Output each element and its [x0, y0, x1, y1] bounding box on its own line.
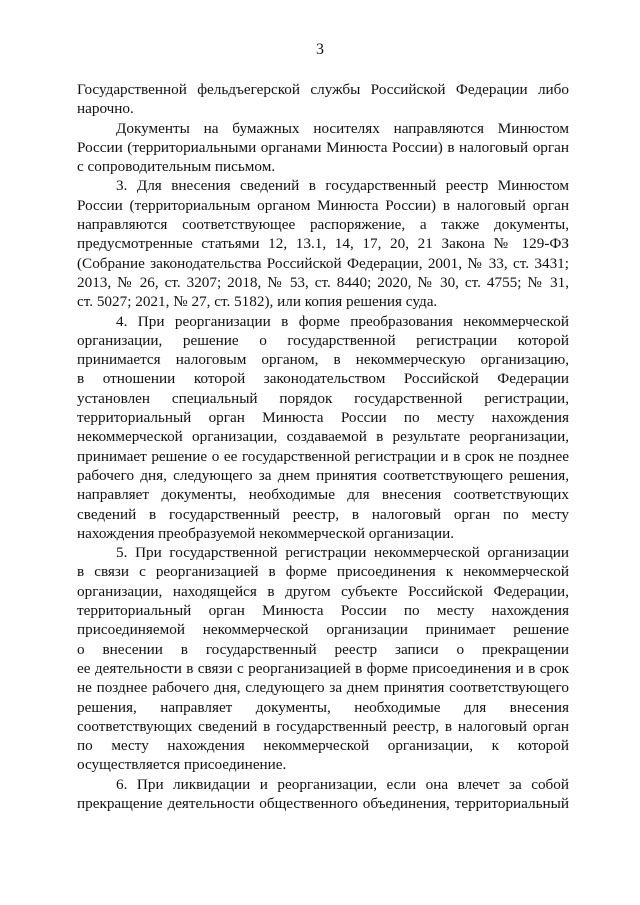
text-line: некоммерческой организации, создаваемой в результате реорганизации,: [77, 428, 569, 446]
document-body: [77, 80, 569, 813]
text-line: предусмотренные статьями 12, 13.1, 14, 17, 20, 21 Закона № 129-ФЗ: [77, 235, 569, 253]
text-line: прекращение деятельности общественного объединения, территориальный: [77, 794, 569, 812]
paragraph: [77, 119, 569, 177]
text-line: 4. При реорганизации в форме преобразования некоммерческой: [116, 312, 569, 330]
text-line: организации, решение о государственной регистрации которой: [77, 331, 569, 349]
page-number: 3: [316, 41, 324, 58]
text-line: направляет документы, необходимые для внесения соответствующих: [77, 486, 569, 504]
paragraph: [77, 80, 569, 119]
text-line: по месту нахождения некоммерческой организации, к которой: [77, 737, 569, 755]
text-line: с сопроводительным письмом.: [77, 158, 276, 176]
paragraph: [77, 543, 569, 775]
text-line: в отношении которой законодательством Российской Федерации: [77, 370, 569, 388]
text-line: Документы на бумажных носителях направляются Минюстом: [116, 119, 569, 137]
text-line: рабочего дня, следующего за днем принятия соответствующего решения,: [77, 466, 569, 484]
text-line: направляются соответствующее распоряжение, а также документы,: [77, 216, 569, 234]
text-line: принимается налоговым органом, в некоммерческую организацию,: [77, 351, 569, 369]
text-line: осуществляется присоединение.: [77, 756, 287, 774]
text-line: нахождения преобразуемой некоммерческой организации.: [77, 524, 455, 542]
text-line: соответствующих сведений в государственный реестр, в налоговый орган: [77, 717, 569, 735]
text-line: ст. 5027; 2021, № 27, ст. 5182), или копия решения суда.: [77, 293, 438, 311]
text-line: территориальный орган Минюста России по месту нахождения: [77, 409, 569, 427]
text-line: нарочно.: [77, 100, 134, 118]
text-line: сведений в государственный реестр, в налоговый орган по месту: [77, 505, 569, 523]
text-line: принимает решение о ее государственной регистрации и в срок не позднее: [77, 447, 569, 465]
text-line: 5. При государственной регистрации некоммерческой организации: [116, 544, 569, 562]
text-line: 6. При ликвидации и реорганизации, если она влечет за собой: [116, 775, 569, 793]
text-line: организации, находящейся в другом субъекте Российской Федерации,: [77, 582, 569, 600]
text-line: 2013, № 26, ст. 3207; 2018, № 53, ст. 8440; 2020, № 30, ст. 4755; № 31,: [77, 273, 569, 291]
text-line: России (территориальным органом Минюста России) в налоговый орган: [77, 196, 569, 214]
paragraph: [77, 775, 569, 814]
paragraph: [77, 312, 569, 544]
text-line: ее деятельности в связи с реорганизацией в форме присоединения и в срок: [77, 659, 569, 677]
text-line: 3. Для внесения сведений в государственный реестр Минюстом: [116, 177, 569, 195]
paragraph: [77, 176, 569, 311]
text-line: не позднее рабочего дня, следующего за днем принятия соответствующего: [77, 679, 569, 697]
text-line: Государственной фельдъегерской службы Российской Федерации либо: [77, 81, 569, 98]
text-line: России (территориальными органами Минюста России) в налоговый орган: [77, 138, 569, 156]
text-line: в связи с реорганизацией в форме присоединения к некоммерческой: [77, 563, 569, 581]
text-line: установлен специальный порядок государственной регистрации,: [77, 389, 569, 407]
text-line: присоединяемой некоммерческой организации принимает решение: [77, 621, 569, 639]
text-line: территориальный орган Минюста России по месту нахождения: [77, 602, 569, 620]
text-line: о внесении в государственный реестр записи о прекращении: [77, 640, 569, 658]
text-line: решения, направляет документы, необходимые для внесения: [77, 698, 569, 716]
text-line: (Собрание законодательства Российской Федерации, 2001, № 33, ст. 3431;: [77, 254, 569, 272]
